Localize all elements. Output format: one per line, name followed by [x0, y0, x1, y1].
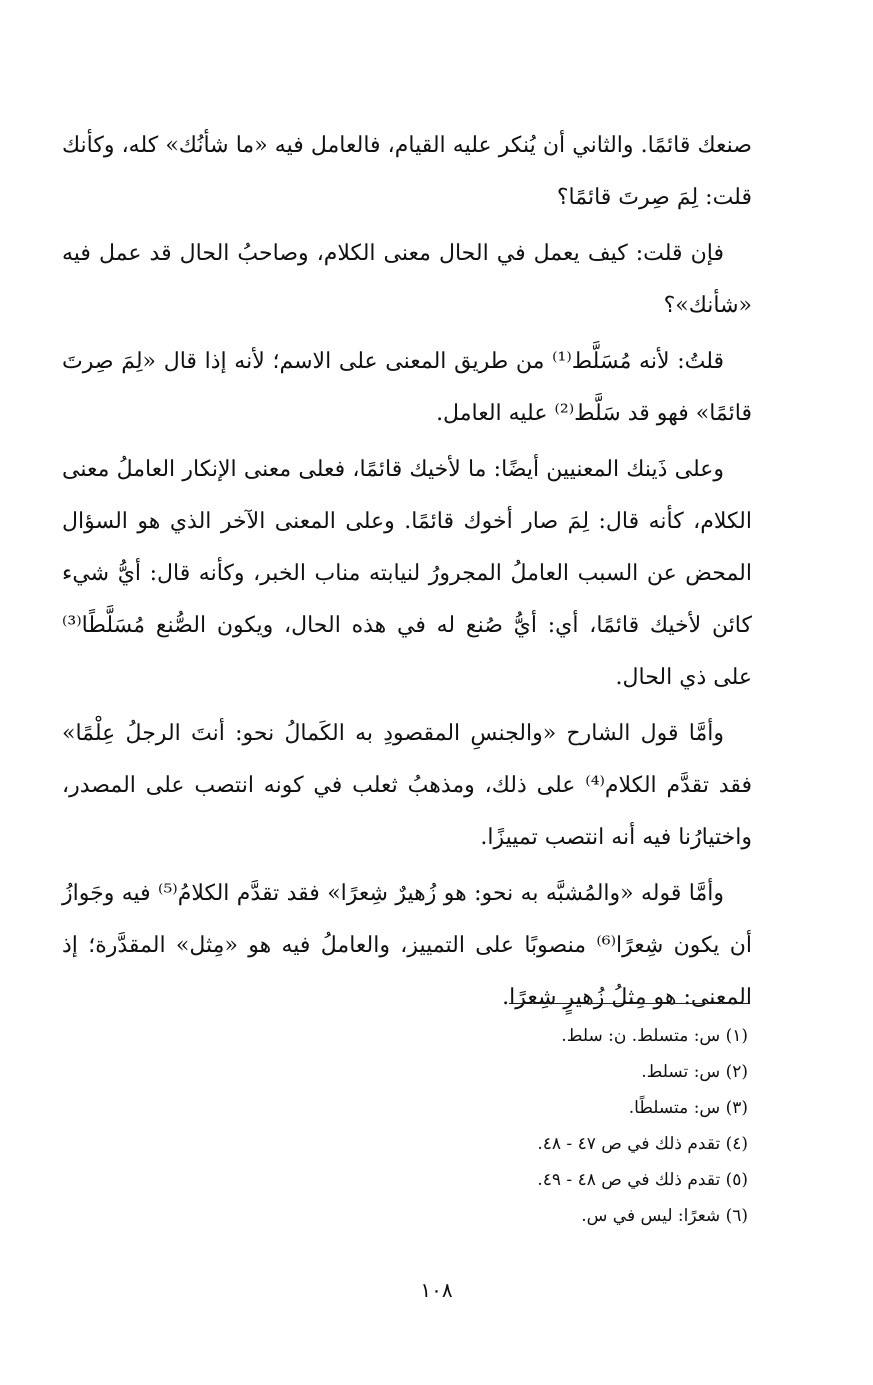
- main-text: [62, 120, 752, 1028]
- footnote-divider: [509, 1003, 748, 1004]
- footnote-6: (٦) شعرًا: ليس في س.: [581, 1206, 748, 1226]
- footnote-1: (١) س: متسلط. ن: سلط.: [561, 1026, 748, 1046]
- paragraph-1: صنعك قائمًا. والثاني أن يُنكر عليه القيام، فالعامل فيه «ما شأنُك» كله، وكأنك قلت: لِمَ صِرتَ قائمًا؟: [62, 133, 752, 210]
- page-number: ١٠٨: [420, 1278, 453, 1302]
- paragraph-5: وأمَّا قول الشارح «والجنسِ المقصودِ به الكَمالُ نحو: أنتَ الرجلُ عِلْمًا» فقد تقدَّم الكلام⁽⁴⁾ على ذلك، ومذهبُ ثعلب في كونه انتصب على المصدر، واختيارُنا فيه أنه انتصب تمييزًا.: [62, 721, 753, 850]
- footnote-3: (٣) س: متسلطًا.: [628, 1098, 748, 1118]
- paragraph-6: وأمَّا قوله «والمُشبَّه به نحو: هو زُهيرٌ شِعرًا» فقد تقدَّم الكلامُ⁽⁵⁾ فيه وجَوازُ أن يكون شِعرًا⁽⁶⁾ منصوبًا على التمييز، والعاملُ فيه هو «مِثل» المقدَّرة؛ إذ المعنى: هو مِثلُ زُهيرٍ شِعرًا.: [62, 881, 753, 1010]
- footnotes: [228, 1018, 748, 1234]
- footnote-4: (٤) تقدم ذلك في ص ٤٧ - ٤٨.: [537, 1134, 748, 1154]
- paragraph-4: وعلى ذَينك المعنيين أيضًا: ما لأخيك قائمًا، فعلى معنى الإنكار العاملُ معنى الكلام، كأنه قال: لِمَ صار أخوك قائمًا. وعلى المعنى الآخر الذي هو السؤال المحض عن السبب العاملُ المجرورُ لنيابته مناب الخبر، وكأنه قال: أيُّ شيء كائن لأخيك قائمًا، أي: أيُّ صُنع له في هذه الحال، ويكون الصُّنع مُسَلَّطًا⁽³⁾ على ذي الحال.: [62, 457, 752, 690]
- paragraph-3: قلتُ: لأنه مُسَلَّط⁽¹⁾ من طريق المعنى على الاسم؛ لأنه إذا قال «لِمَ صِرتَ قائمًا» فهو قد سَلَّط⁽²⁾ عليه العامل.: [62, 349, 752, 426]
- footnote-5: (٥) تقدم ذلك في ص ٤٨ - ٤٩.: [537, 1170, 748, 1190]
- footnote-2: (٢) س: تسلط.: [641, 1062, 748, 1082]
- paragraph-2: فإن قلت: كيف يعمل في الحال معنى الكلام، وصاحبُ الحال قد عمل فيه «شأنك»؟: [62, 241, 752, 318]
